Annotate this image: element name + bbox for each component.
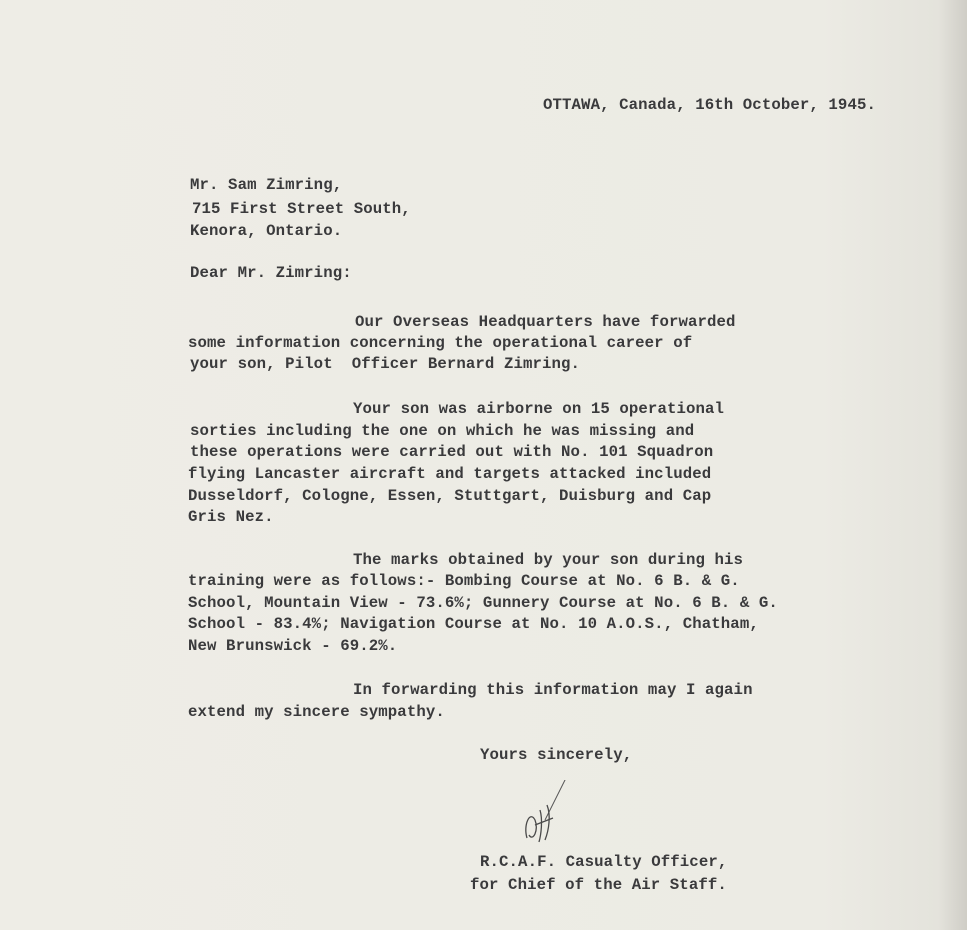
paragraph-2-line: flying Lancaster aircraft and targets attacked included xyxy=(188,465,712,483)
paragraph-4-line: extend my sincere sympathy. xyxy=(188,703,445,721)
paragraph-3-line: The marks obtained by your son during his xyxy=(353,551,744,569)
paragraph-1-line: some information concerning the operational career of xyxy=(188,334,693,352)
signature-for: for Chief of the Air Staff. xyxy=(470,876,727,894)
paragraph-2-line: Gris Nez. xyxy=(188,508,274,526)
dateline: OTTAWA, Canada, 16th October, 1945. xyxy=(543,96,876,114)
paragraph-2-line: these operations were carried out with No. 101 Squadron xyxy=(190,443,714,461)
salutation: Dear Mr. Zimring: xyxy=(190,264,352,282)
paragraph-1-line: your son, Pilot Officer Bernard Zimring. xyxy=(190,355,581,373)
recipient-name: Mr. Sam Zimring, xyxy=(190,176,343,194)
recipient-city: Kenora, Ontario. xyxy=(190,222,343,240)
handwritten-signature xyxy=(505,780,575,850)
paragraph-1-line: Our Overseas Headquarters have forwarded xyxy=(355,313,736,331)
paragraph-2-line: Your son was airborne on 15 operational xyxy=(353,400,725,418)
paragraph-3-line: training were as follows:- Bombing Course at No. 6 B. & G. xyxy=(188,572,740,590)
paragraph-2-line: Dusseldorf, Cologne, Essen, Stuttgart, Duisburg and Cap xyxy=(188,487,712,505)
paragraph-3-line: School - 83.4%; Navigation Course at No. 10 A.O.S., Chatham, xyxy=(188,615,759,633)
signature-title: R.C.A.F. Casualty Officer, xyxy=(480,853,728,871)
paragraph-3-line: School, Mountain View - 73.6%; Gunnery Course at No. 6 B. & G. xyxy=(188,594,778,612)
paragraph-3-line: New Brunswick - 69.2%. xyxy=(188,637,398,655)
paragraph-2-line: sorties including the one on which he was missing and xyxy=(190,422,695,440)
closing: Yours sincerely, xyxy=(480,746,633,764)
paragraph-4-line: In forwarding this information may I again xyxy=(353,681,753,699)
recipient-street: 715 First Street South, xyxy=(192,200,411,218)
